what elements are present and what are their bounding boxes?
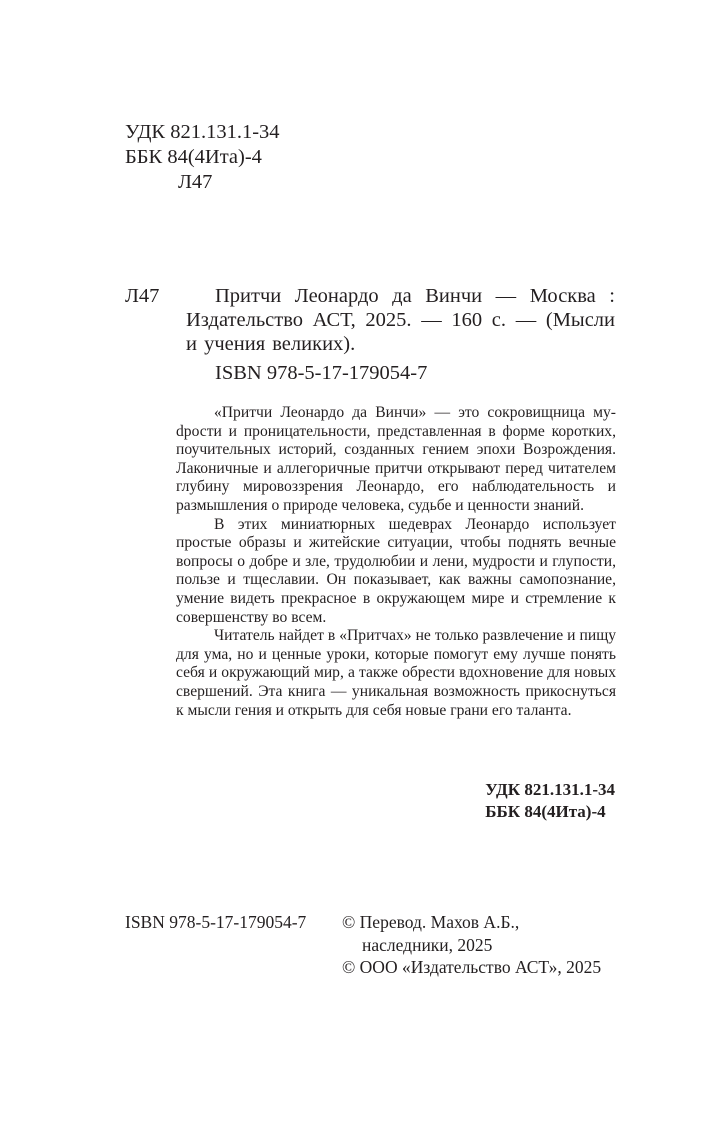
publisher-copyright: © ООО «Издательство АСТ», 2025 bbox=[342, 957, 602, 977]
record-author-mark: Л47 bbox=[125, 285, 160, 307]
bbk-code-bold: ББК 84(4Ита)-4 bbox=[485, 802, 606, 821]
copyright-block bbox=[342, 911, 601, 979]
annotation-paragraph: «Притчи Леонардо да Винчи» — это сокровищница муdрости и проницательности, представленная в форме коротких, поучительных историй, созданных гением эпохи Возрождения. Лаконичные и аллегоричные притчи открывают перед читателем глубину мировоззрения Леонардо, его наблюдательность и размышления о природе человека, судьбе и ценности знаний. bbox=[176, 404, 616, 514]
record-description: Притчи Леонардо да Винчи — Москва : Издательство АСТ, 2025. — 160 с. — (Мысли и учения великих). bbox=[186, 285, 615, 355]
classification-bold-block bbox=[485, 779, 615, 823]
udk-code-bold: УДК 821.131.1-34 bbox=[485, 780, 615, 799]
translation-copyright: © Перевод. Махов А.Б., bbox=[342, 912, 520, 932]
bbk-code: ББК 84(4Ита)-4 bbox=[125, 146, 262, 168]
annotation-paragraph: В этих миниатюрных шедеврах Леонардо использует простые образы и житейские ситуации, чтобы поднять вечные вопросы о добре и зле, трудолюбии и лени, мудрости и глупости, пользе и тщеславии. Он показывает, как важны самопознание, умение видеть прекрасное в окружающем мире и стремление к совершенству во всем. bbox=[176, 515, 616, 626]
record-isbn: ISBN 978-5-17-179054-7 bbox=[215, 362, 428, 384]
udk-code: УДК 821.131.1-34 bbox=[125, 121, 280, 143]
bibliographic-record bbox=[125, 284, 615, 385]
annotation bbox=[176, 404, 616, 720]
annotation-paragraph: Читатель найдет в «Притчах» не только развлечение и пищу для ума, но и ценные уроки, которые помогут ему лучше понять себя и окружающий мир, а также обрести вдохновение для новых свершений. Эта книга — уникальная возможность прикоснуться к мысли гения и открыть для себя новые грани его таланта. bbox=[176, 627, 616, 719]
footer-isbn: ISBN 978-5-17-179054-7 bbox=[125, 912, 307, 932]
classification-block bbox=[125, 120, 280, 195]
author-mark: Л47 bbox=[178, 171, 213, 193]
translation-copyright-cont: наследники, 2025 bbox=[362, 934, 493, 955]
